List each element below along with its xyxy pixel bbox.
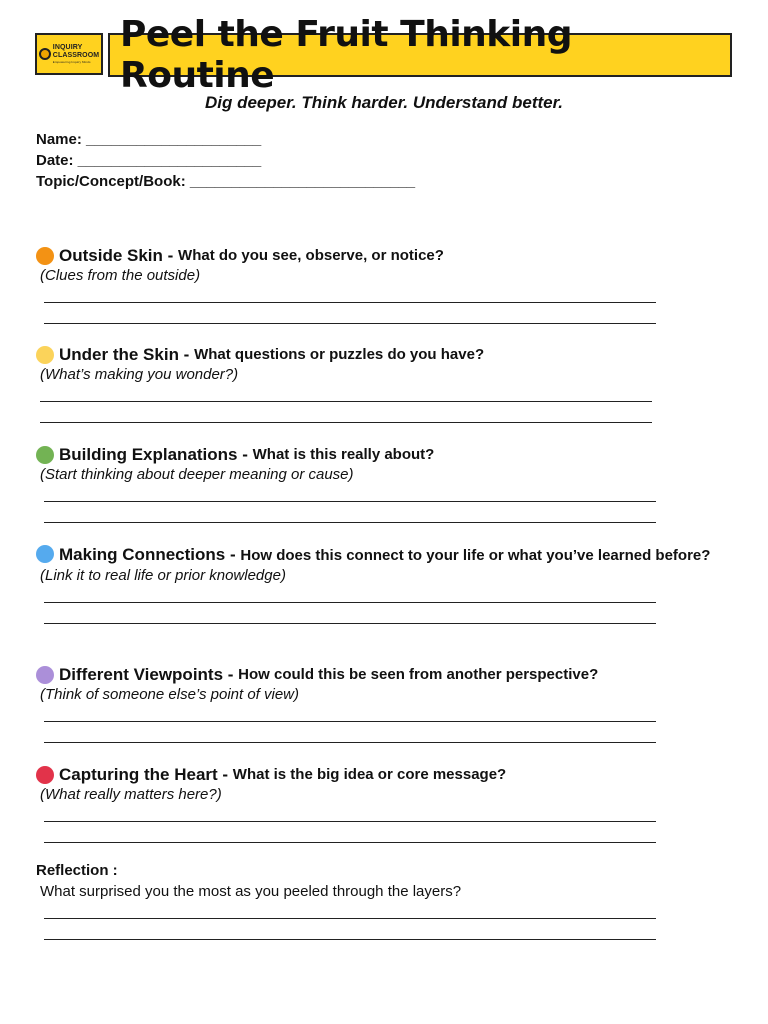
tagline: Dig deeper. Think harder. Understand better.	[204, 93, 564, 112]
section-hint: (Start thinking about deeper meaning or cause)	[40, 466, 354, 483]
section-hint: (What’s making you wonder?)	[40, 366, 239, 383]
section-building-explanations	[36, 444, 716, 523]
answer-line[interactable]	[40, 401, 652, 402]
section-hint: (Clues from the outside)	[40, 267, 201, 284]
section-heading	[36, 245, 716, 266]
section-question: What is the big idea or core message?	[232, 766, 507, 783]
section-title: Capturing the Heart -	[59, 765, 229, 784]
purple-dot-icon	[36, 666, 54, 684]
orange-dot-icon	[36, 247, 54, 265]
answer-line[interactable]	[44, 918, 656, 919]
section-under-the-skin	[36, 344, 716, 423]
section-hint: (Link it to real life or prior knowledge)	[40, 567, 286, 584]
answer-line[interactable]	[44, 602, 656, 603]
section-question: How could this be seen from another perspective?	[238, 666, 599, 683]
section-title: Building Explanations -	[59, 445, 248, 464]
section-reflection	[36, 861, 716, 940]
section-hint: (What really matters here?)	[40, 786, 222, 803]
answer-line[interactable]	[44, 821, 656, 822]
section-heading	[36, 544, 716, 566]
section-title: Outside Skin -	[59, 246, 174, 265]
reflection-question: What surprised you the most as you peeled through the layers?	[40, 883, 462, 900]
section-making-connections	[36, 544, 716, 624]
logo-line1: INQUIRY	[52, 44, 83, 51]
answer-line[interactable]	[44, 842, 656, 843]
answer-line[interactable]	[40, 422, 652, 423]
topic-field[interactable]: Topic/Concept/Book: ___________________________	[36, 173, 416, 190]
section-question: What do you see, observe, or notice?	[178, 247, 444, 264]
blue-dot-icon	[36, 545, 54, 563]
section-heading	[36, 444, 716, 465]
red-dot-icon	[36, 766, 54, 784]
section-question: How does this connect to your life or what you’ve learned before?	[240, 547, 711, 564]
answer-line[interactable]	[44, 302, 656, 303]
yellow-dot-icon	[36, 346, 54, 364]
section-different-viewpoints	[36, 664, 716, 743]
logo-line2: CLASSROOM	[52, 52, 100, 59]
green-dot-icon	[36, 446, 54, 464]
section-title: Under the Skin -	[59, 345, 190, 364]
page-title: Peel the Fruit Thinking Routine	[120, 14, 572, 96]
logo	[35, 33, 103, 75]
section-heading	[36, 344, 716, 365]
section-title: Different Viewpoints -	[59, 665, 234, 684]
answer-line[interactable]	[44, 522, 656, 523]
answer-line[interactable]	[44, 501, 656, 502]
reflection-title: Reflection :	[36, 862, 118, 879]
section-heading	[36, 664, 716, 685]
logo-mark-icon	[39, 48, 51, 60]
logo-text	[53, 44, 99, 64]
answer-line[interactable]	[44, 323, 656, 324]
section-capturing-the-heart	[36, 764, 716, 843]
answer-line[interactable]	[44, 939, 656, 940]
section-heading	[36, 764, 716, 785]
date-field[interactable]: Date: ______________________	[36, 152, 262, 169]
answer-line[interactable]	[44, 721, 656, 722]
title-banner	[108, 14, 732, 96]
section-question: What questions or puzzles do you have?	[194, 346, 485, 363]
logo-tagline: Empowering Inquiry Minds	[52, 60, 91, 64]
answer-line[interactable]	[44, 623, 656, 624]
section-hint: (Think of someone else’s point of view)	[40, 686, 300, 703]
name-field[interactable]: Name: _____________________	[36, 131, 262, 148]
section-question: What is this really about?	[252, 446, 435, 463]
answer-line[interactable]	[44, 742, 656, 743]
section-title: Making Connections -	[59, 545, 236, 564]
logo-inner	[39, 44, 99, 64]
section-outside-skin	[36, 245, 716, 324]
